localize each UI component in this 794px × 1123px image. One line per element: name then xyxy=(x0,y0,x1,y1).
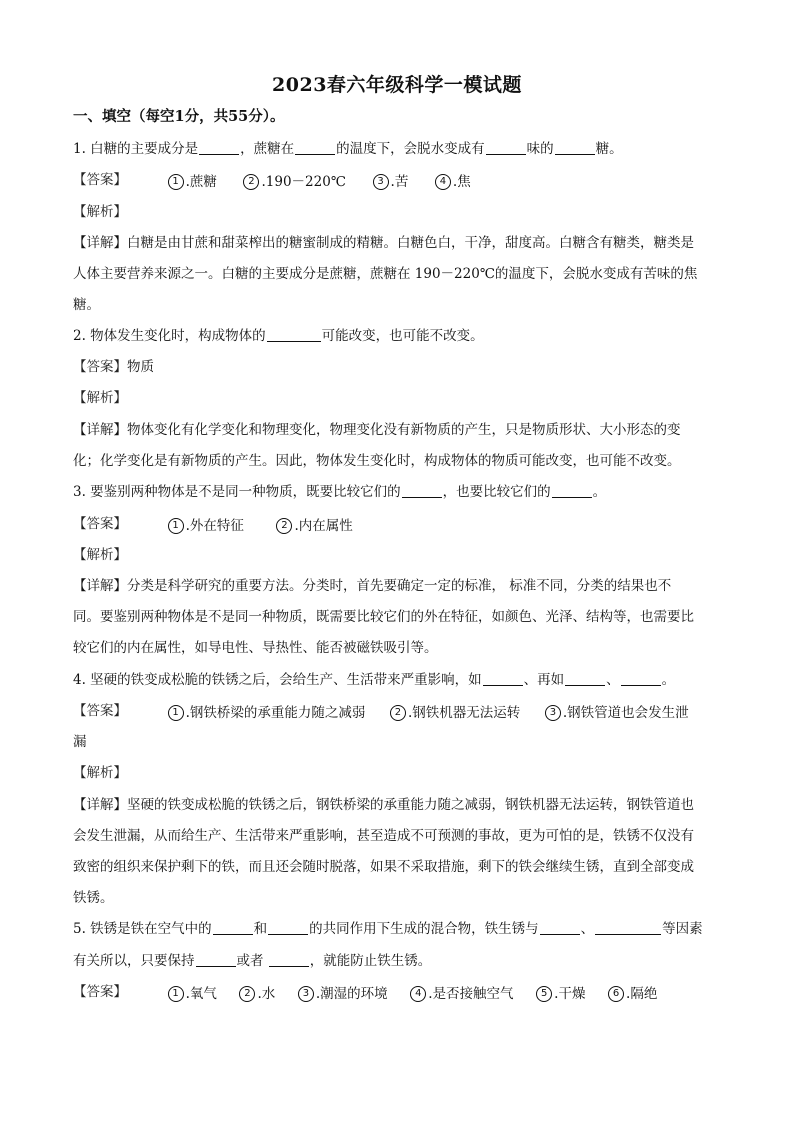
circled-number-5-icon: 5 xyxy=(536,986,552,1002)
blank xyxy=(295,140,335,155)
blank xyxy=(402,483,442,498)
page-title: 2023春六年级科学一模试题 xyxy=(272,74,522,96)
analysis-label: 【解析】 xyxy=(73,765,127,781)
answer-row-q4: 【答案】 1 . 钢铁桥梁的承重能力随之减弱 2 . 钢铁机器无法运转 3 . 钢铁管道也会发生泄 xyxy=(73,703,689,721)
circled-number-3-icon: 3 xyxy=(373,174,389,190)
detail-line: 糖。 xyxy=(73,297,100,313)
blank xyxy=(267,327,321,342)
answer-option: 3 . 苦 xyxy=(373,172,409,192)
circled-number-1-icon: 1 xyxy=(168,705,184,721)
answer-option: 1 . 外在特征 xyxy=(168,516,244,536)
circled-number-3-icon: 3 xyxy=(545,705,561,721)
analysis-label: 【解析】 xyxy=(73,547,127,563)
blank xyxy=(565,671,605,686)
answer-option: 3 . 潮湿的环境 xyxy=(298,984,388,1004)
analysis-label: 【解析】 xyxy=(73,204,127,220)
detail-line: 【详解】物体变化有化学变化和物理变化，物理变化没有新物质的产生，只是物质形状、大小形态的变 xyxy=(73,422,681,438)
detail-line: 化；化学变化是有新物质的产生。因此，物体发生变化时，构成物体的物质可能改变，也可能不改变。 xyxy=(73,453,681,469)
detail-line: 【详解】坚硬的铁变成松脆的铁锈之后，钢铁桥梁的承重能力随之减弱，钢铁机器无法运转，钢铁管道也 xyxy=(73,797,694,813)
detail-line: 人体主要营养来源之一。白糖的主要成分是蔗糖，蔗糖在 190－220℃的温度下，会脱水变成有苦味的焦 xyxy=(73,266,698,282)
circled-number-6-icon: 6 xyxy=(608,986,624,1002)
blank xyxy=(196,952,236,967)
blank xyxy=(621,671,661,686)
detail-line: 同。要鉴别两种物体是不是同一种物质，既需要比较它们的外在特征，如颜色、光泽、结构等，也需要比 xyxy=(73,609,694,625)
answer-row-q2: 【答案】物质 xyxy=(73,359,154,375)
answer-label: 【答案】 xyxy=(73,172,127,188)
detail-line: 会发生泄漏，从而给生产、生活带来严重影响，甚至造成不可预测的事故，更为可怕的是，铁锈不仅没有 xyxy=(73,828,694,844)
q1-text-2: ，蔗糖在 xyxy=(240,141,295,157)
q1-text-1: 1. 白糖的主要成分是 xyxy=(73,141,199,157)
question-1 xyxy=(73,139,623,159)
answer-option: 2 . 内在属性 xyxy=(276,516,352,536)
blank xyxy=(199,140,239,155)
answer-row-q5: 【答案】 1 . 氧气 2 . 水 3 . 潮湿的环境 4 . 是否接触空气 5 . 干燥 6 . 隔绝 xyxy=(73,984,658,1002)
answer-option: 2 . 钢铁机器无法运转 xyxy=(390,703,520,723)
answer-option: 4 . 是否接触空气 xyxy=(410,984,513,1004)
answer-row-q1 xyxy=(73,170,471,192)
question-5: 5. 铁锈是铁在空气中的 和 的共同作用下生成的混合物，铁生锈与 、 等因素 xyxy=(73,921,703,937)
circled-number-2-icon: 2 xyxy=(243,174,259,190)
blank xyxy=(552,483,592,498)
blank xyxy=(483,671,523,686)
question-5-line-2: 有关所以，只要保持 或者 ，就能防止铁生锈。 xyxy=(73,953,432,969)
answer-option: 5 . 干燥 xyxy=(536,984,585,1004)
circled-number-1-icon: 1 xyxy=(168,174,184,190)
detail-line: 铁锈。 xyxy=(73,890,114,906)
analysis-label: 【解析】 xyxy=(73,390,127,406)
answer-option: 2 . 水 xyxy=(239,984,275,1004)
question-4: 4. 坚硬的铁变成松脆的铁锈之后，会给生产、生活带来严重影响，如 、再如 、 。 xyxy=(73,672,676,688)
blank xyxy=(595,920,661,935)
circled-number-3-icon: 3 xyxy=(298,986,314,1002)
q1-text-5: 糖。 xyxy=(595,141,623,157)
answer-option: 1 . 氧气 xyxy=(168,984,217,1004)
detail-line: 致密的组织来保护剩下的铁，而且还会随时脱落，如果不采取措施，剩下的铁会继续生锈，直到全部变成 xyxy=(73,859,694,875)
answer-option: 1 . 钢铁桥梁的承重能力随之减弱 xyxy=(168,703,366,723)
detail-line: 【详解】白糖是由甘蔗和甜菜榨出的糖蜜制成的精糖。白糖色白，干净，甜度高。白糖含有糖类，糖类是 xyxy=(73,235,694,251)
circled-number-2-icon: 2 xyxy=(239,986,255,1002)
question-2: 2. 物体发生变化时，构成物体的 可能改变，也可能不改变。 xyxy=(73,328,484,344)
circled-number-1-icon: 1 xyxy=(168,986,184,1002)
q1-text-3: 的温度下，会脱水变成有 xyxy=(336,141,485,157)
answer-option: 1 . 蔗糖 xyxy=(168,172,217,192)
blank xyxy=(486,140,526,155)
blank xyxy=(269,952,309,967)
blank xyxy=(540,920,580,935)
blank xyxy=(213,920,253,935)
answer-option: 3 . 钢铁管道也会发生泄 xyxy=(545,703,689,723)
detail-line: 【详解】分类是科学研究的重要方法。分类时，首先要确定一定的标准， 标准不同，分类的结果也不 xyxy=(73,578,672,594)
circled-number-4-icon: 4 xyxy=(410,986,426,1002)
detail-line: 较它们的内在属性，如导电性、导热性、能否被磁铁吸引等。 xyxy=(73,640,438,656)
question-3: 3. 要鉴别两种物体是不是同一种物质，既要比较它们的 ，也要比较它们的 。 xyxy=(73,484,607,500)
circled-number-1-icon: 1 xyxy=(168,518,184,534)
answer-row-q3: 【答案】 1 . 外在特征 2 . 内在属性 xyxy=(73,516,353,534)
blank xyxy=(555,140,595,155)
answer-option: 2 . 190－220℃ xyxy=(243,172,345,192)
answer-continuation: 漏 xyxy=(73,734,87,750)
circled-number-2-icon: 2 xyxy=(276,518,292,534)
circled-number-2-icon: 2 xyxy=(390,705,406,721)
blank xyxy=(268,920,308,935)
q1-text-4: 味的 xyxy=(526,141,554,157)
answer-option: 6 . 隔绝 xyxy=(608,984,657,1004)
section-heading: 一、填空（每空1分，共55分）。 xyxy=(73,108,285,125)
circled-number-4-icon: 4 xyxy=(435,174,451,190)
answer-option: 4 . 焦 xyxy=(435,172,471,192)
